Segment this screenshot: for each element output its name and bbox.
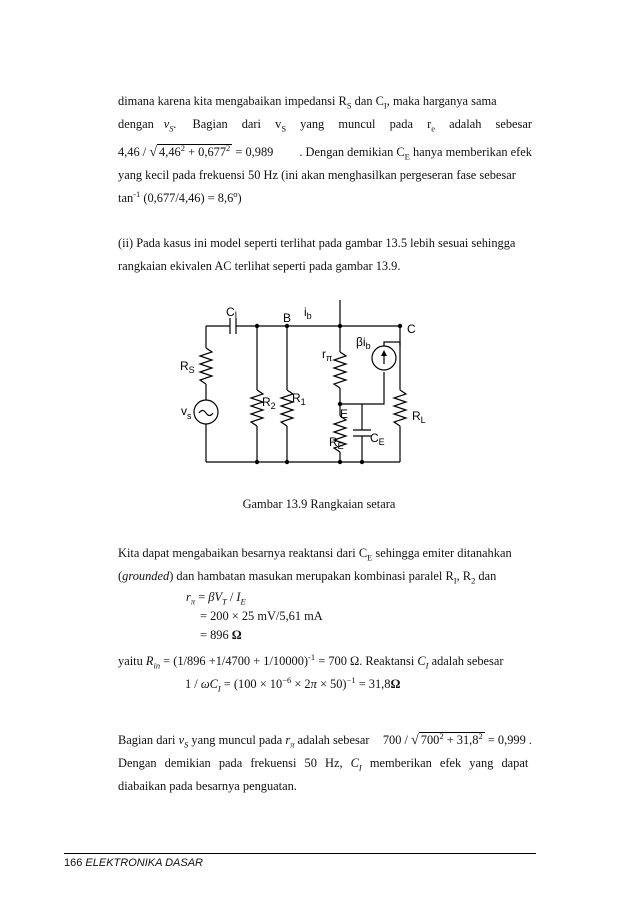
label-rl: $R_L$ [412, 409, 426, 425]
expr2-numerator: 700 / [382, 733, 408, 747]
rl-resistor [394, 390, 406, 426]
node-dot [285, 460, 289, 464]
footer [64, 857, 203, 869]
sqrt-symbol-1: √ [149, 145, 158, 160]
expr1-value: = 0,989 [235, 145, 274, 159]
rpi-resistor [334, 352, 346, 388]
figure-caption: Gambar 13.9 Rangkaian setara [242, 497, 396, 511]
para1-line2-a: dengan [118, 117, 154, 131]
ratio-expression-2 [383, 729, 532, 752]
equation-rpi-step: = 200 × 25 mV/5,61 mA [200, 609, 323, 623]
expr1-radicand: $4,46^2 + 0,677^2$ [159, 142, 231, 159]
current-arrow [381, 350, 387, 356]
node-dot [338, 460, 342, 464]
expr2-radicand: $700^2 + 31,8^2$ [420, 730, 483, 747]
book-title: ELEKTRONIKA DASAR [85, 857, 203, 869]
page-number: 166 [64, 857, 83, 869]
label-ib: $i_b$ [304, 305, 312, 321]
label-ci: CI [226, 305, 238, 320]
para2-line2: rangkaian ekivalen AC terlihat seperti pada gambar 13.9. [118, 259, 401, 273]
label-r1: $R_1$ [292, 391, 306, 407]
label-e: E [340, 407, 349, 421]
para1-line2-c: Bagian dari $v_S$ yang muncul pada $r_e$ adalah sebesar [192, 117, 532, 134]
equation-reactance: $1 / \omega C_I = (100 \times 10^{-6} \times 2\pi \times 50)^{-1} = 31,8\Omega$ [185, 674, 401, 694]
label-vs: $v_s$ [181, 404, 192, 421]
vs-tilde [199, 411, 213, 416]
label-ce: $C_E$ [370, 431, 385, 447]
para4-line3: diabaikan pada besarnya penguatan. [118, 779, 297, 793]
top-wire [206, 300, 400, 346]
para4-line1 [118, 729, 532, 752]
equation-rpi: $r_\pi = \beta V_T / I_E$ [186, 590, 246, 607]
para1-line4: yang kecil pada frekuensi 50 Hz (ini akan menghasilkan pergeseran fase sebesar [118, 168, 516, 182]
para4-line1-text: Bagian dari $v_S$ yang muncul pada $r_\pi$ adalah sebesar [118, 733, 370, 750]
label-b: B [283, 311, 292, 325]
label-beta: $\beta i_b$ [356, 335, 371, 351]
para3-line3: yaitu $R_{in} = (1/896 +1/4700 + 1/10000)^{-1} = 700$ Ω. Reaktansi $C_I$ adalah sebesar [118, 651, 504, 671]
node-dot [255, 324, 259, 328]
para1-line5: $\tan^{-1} (0,677/4,46) = 8,6^o$) [118, 188, 242, 205]
para3-line2: (grounded) dan hambatan masukan merupakan kombinasi paralel $R_I$, $R_2$ dan [118, 569, 497, 586]
node-dot [255, 460, 259, 464]
label-re: $R_E$ [329, 435, 344, 451]
expr2-value: = 0,999 . [487, 733, 532, 747]
para3-line1: Kita dapat mengabaikan besarnya reaktansi dari $C_E$ sehingga emiter ditanahkan [118, 546, 512, 563]
label-r2: $R_2$ [262, 395, 276, 411]
label-c: C [407, 322, 416, 336]
para1-line3-rest: . Dengan demikian $C_E$ hanya memberikan efek [299, 145, 532, 162]
para1-line1: dimana karena kita mengabaikan impedansi $R_S$ dan $C_I$, maka harganya sama [118, 94, 497, 111]
node-dot [338, 324, 342, 328]
vs-source [194, 400, 218, 424]
equation-rpi-result: = 896 Ω [200, 628, 242, 642]
node-dot [360, 460, 364, 464]
sqrt-symbol-2: √ [411, 733, 419, 748]
rs-resistor [200, 348, 212, 384]
para4-line2: Dengan demikian pada frekuensi 50 Hz, $C_I$ memberikan efek yang dapat [118, 756, 529, 773]
expr1-numerator: 4,46 / [118, 145, 147, 159]
node-dot [338, 402, 342, 406]
node-dot [398, 324, 402, 328]
label-rpi: $r_\pi$ [322, 347, 333, 363]
footer-rule [64, 853, 536, 854]
para2-line1: (ii) Pada kasus ini model seperti terlihat pada gambar 13.5 lebih sesuai sehingga [118, 236, 516, 250]
label-rs: $R_S$ [180, 359, 195, 375]
para1-line2-b: $v_S$. [163, 117, 177, 134]
